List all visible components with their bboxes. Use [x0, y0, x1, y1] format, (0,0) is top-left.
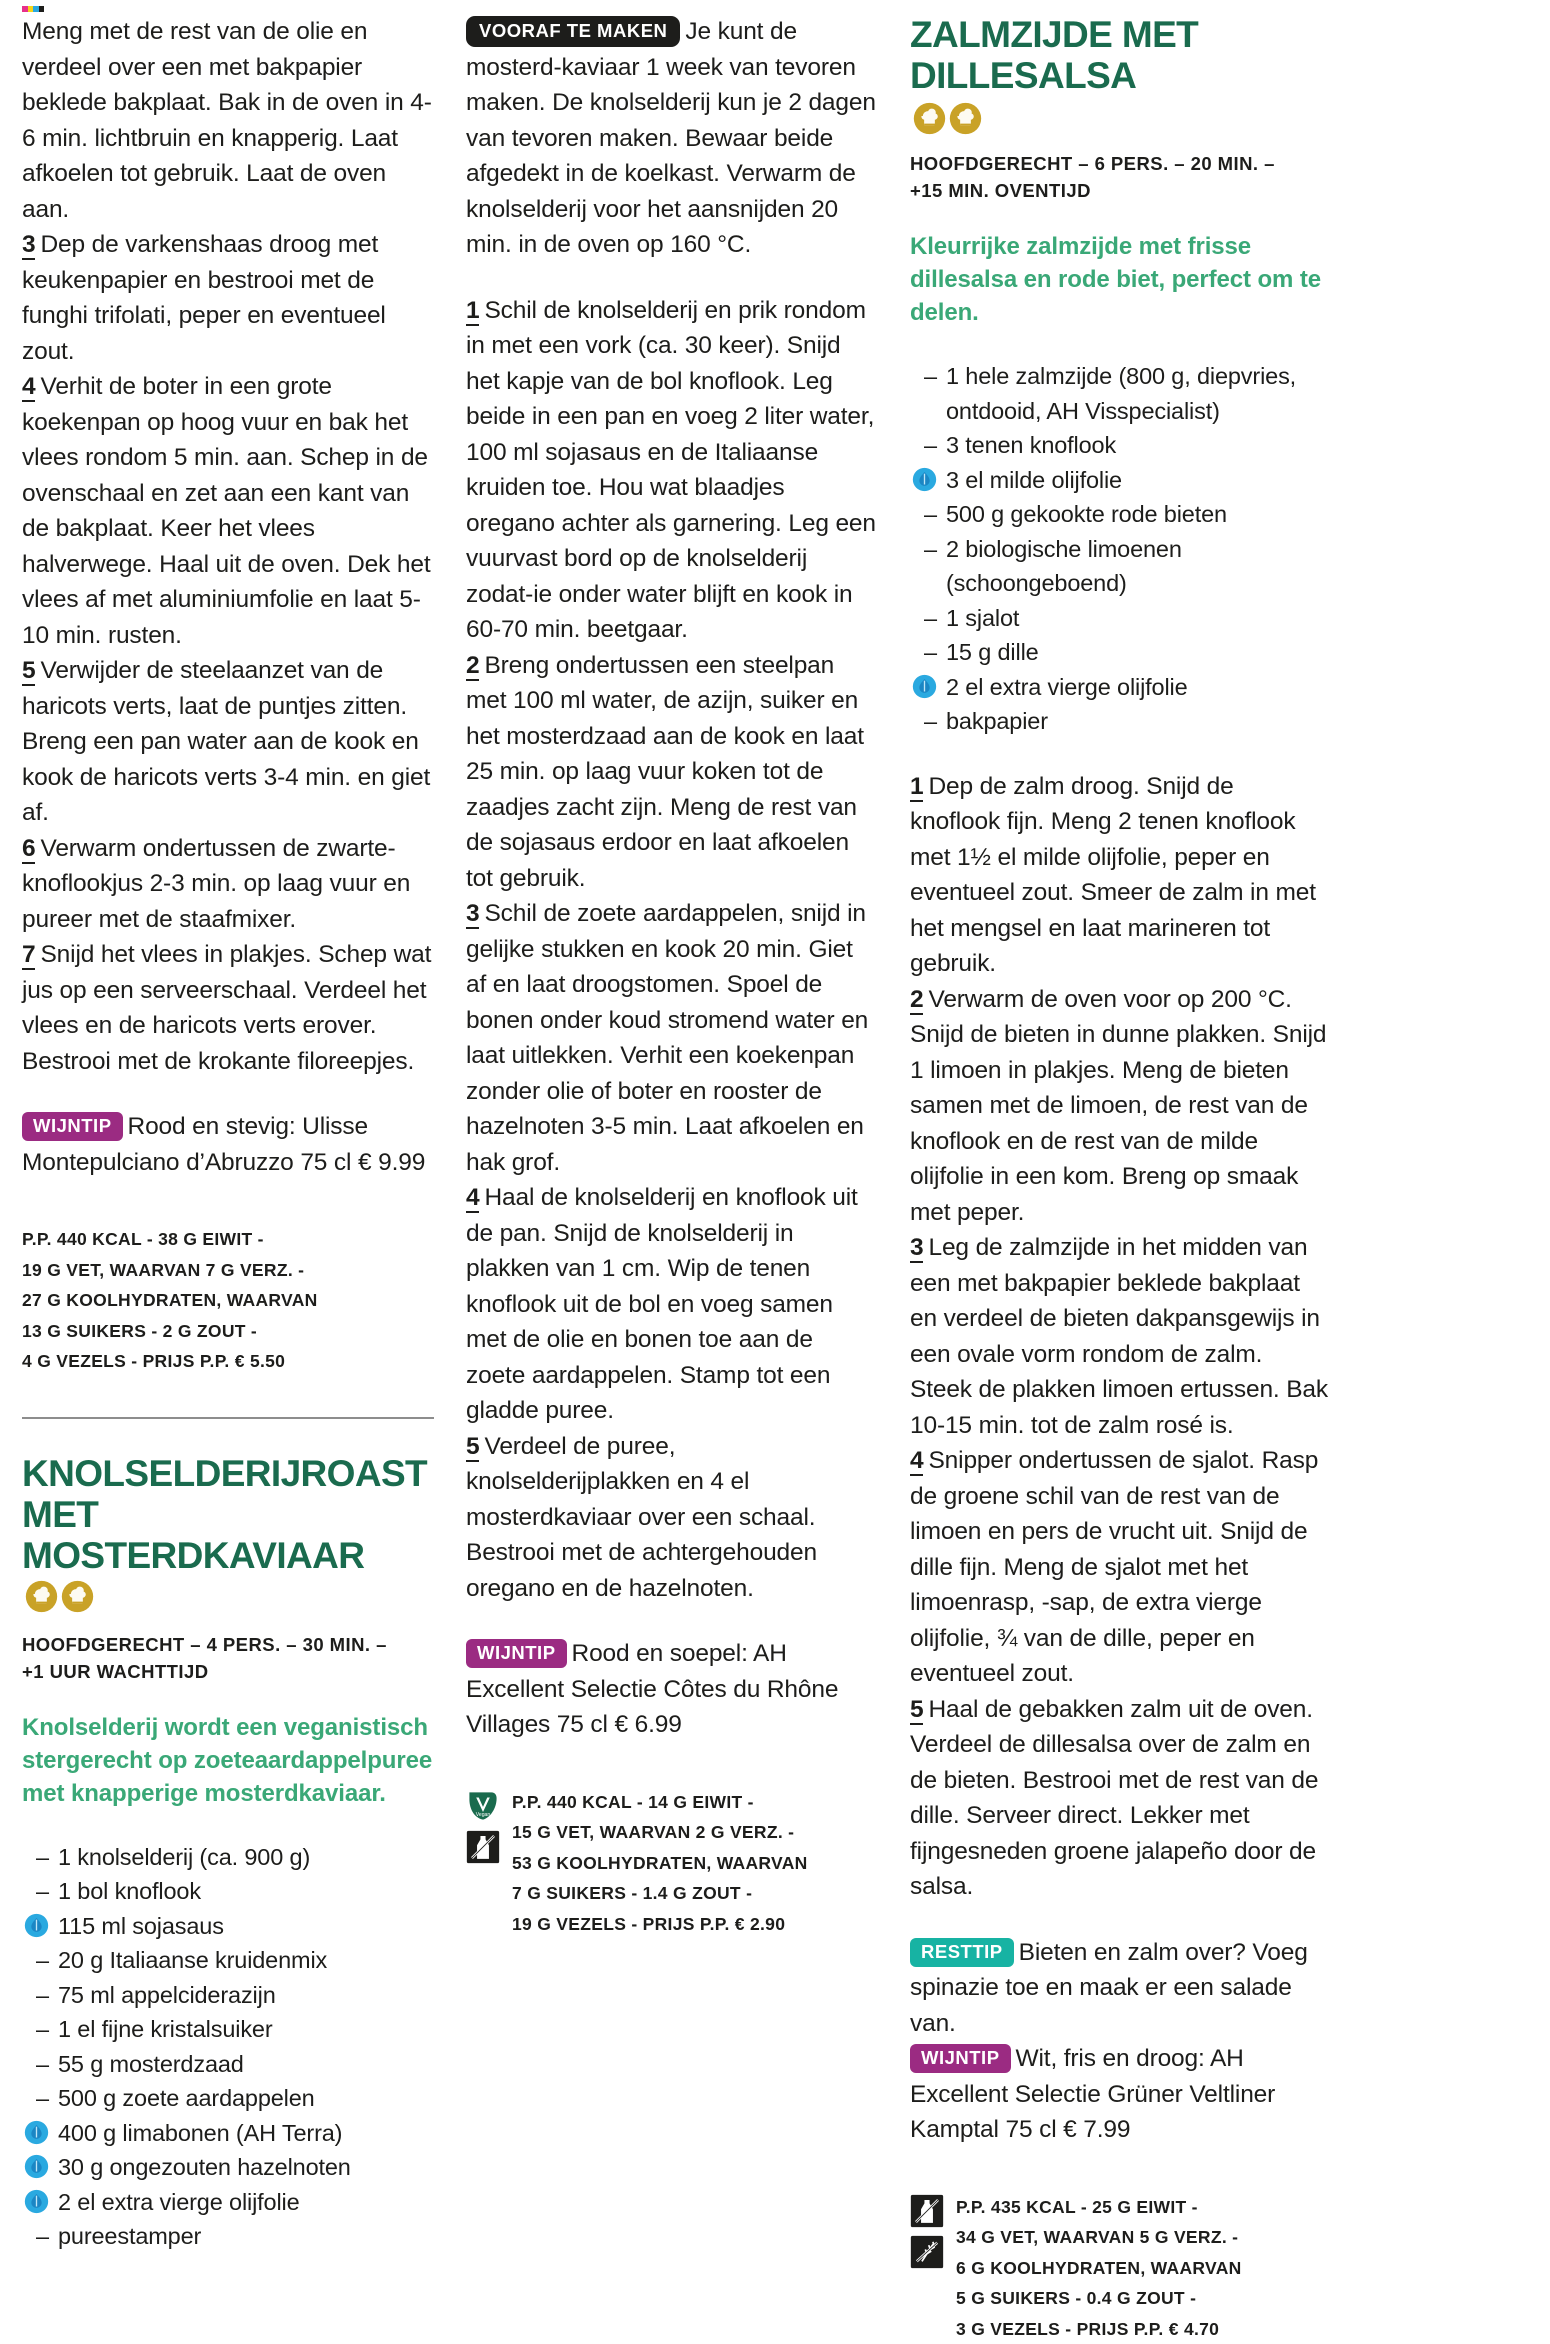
ingredient-text: 1 sjalot — [942, 601, 1330, 636]
page-title — [910, 14, 1330, 96]
list-item — [22, 1840, 434, 1875]
ingredient-text: 1 knolselderij (ca. 900 g) — [54, 1840, 434, 1875]
dash-marker: – — [22, 1943, 54, 1978]
ingredient-text: 1 el fijne kristalsuiker — [54, 2012, 434, 2047]
step-text: Haal de knolselderij en knoflook uit de pan. Snijd de knolselderij in plakken van 1 cm. Wip de tenen knoflook uit de bol en voeg samen met de olie en bonen toe aan de zoete aardappelen. Stamp tot een gladde puree. — [466, 1184, 858, 1424]
list-item — [910, 635, 1330, 670]
nutrition-line: 13 G SUIKERS - 2 G ZOUT - — [22, 1316, 434, 1347]
nutrition-block — [22, 1224, 434, 1377]
dash-marker: – — [22, 1874, 54, 1909]
list-item — [910, 497, 1330, 532]
recipe-step — [910, 1443, 1330, 1692]
nutrition-line: 7 G SUIKERS - 1.4 G ZOUT - — [512, 1878, 878, 1909]
rest-tip-text: Bieten en zalm over? Voeg spinazie toe en maak er een salade van. — [910, 1939, 1308, 2037]
step-number: 4 — [22, 373, 35, 402]
recipe-step — [22, 937, 434, 1079]
recipe-meta-line1: HOOFDGERECHT – 4 PERS. – 30 MIN. – — [22, 1634, 387, 1655]
wine-tip — [466, 1636, 878, 1743]
step-text: Leg de zalmzijde in het midden van een met bakpapier beklede bakplaat en verdeel de bieten dakpansgewijs in een ovale vorm rondom de zalm. Steek de plakken limoen ertussen. Bak 10-15 min. tot de zalm rosé is. — [910, 1234, 1328, 1439]
nutrition-line: 19 G VET, WAARVAN 7 G VERZ. - — [22, 1255, 434, 1286]
step-text: Snijd het vlees in plakjes. Schep wat jus op een serveerschaal. Verdeel het vlees en de haricots verts erover. Bestrooi met de krokante filoreepjes. — [22, 941, 431, 1075]
step-number: 7 — [22, 941, 35, 970]
dash-marker: – — [910, 601, 942, 636]
recipe-step — [466, 293, 878, 648]
step-number: 2 — [466, 652, 479, 681]
step-number: 1 — [466, 297, 479, 326]
list-item — [22, 2150, 434, 2185]
lactose-free-icon — [466, 1830, 500, 1864]
wine-tip-text: Rood en soepel: AH Excellent Selectie Côtes du Rhône Villages 75 cl € 6.99 — [466, 1640, 838, 1738]
recipe-step — [466, 896, 878, 1180]
rest-tip — [910, 1935, 1330, 2042]
prep-ahead-tip — [466, 14, 878, 263]
ingredient-text: 30 g ongezouten hazelnoten — [54, 2150, 434, 2185]
step-number: 5 — [22, 657, 35, 686]
diet-icons — [910, 2192, 944, 2269]
oil-drop-marker — [22, 2150, 54, 2185]
recipe-intro: Knolselderij wordt een veganistisch stergerecht op zoeteaardappelpuree met knapperige mosterdkaviaar. — [22, 1711, 434, 1810]
chef-hat-icon — [913, 102, 946, 135]
dash-marker: – — [910, 428, 942, 463]
recipe-step — [910, 982, 1330, 1231]
step-text: Verhit de boter in een grote koekenpan op hoog vuur en bak het vlees rondom 5 min. aan. Schep in de ovenschaal en zet aan een kant van de bakplaat. Keer het vlees halverwege. Haal uit de oven. Dek het vlees af met aluminiumfolie en laat 5-10 min. rusten. — [22, 373, 430, 649]
list-item — [910, 463, 1330, 498]
recipe-title-line1: KNOLSELDERIJROAST MET — [22, 1453, 427, 1535]
ingredient-text: 2 el extra vierge olijfolie — [54, 2185, 434, 2220]
list-item — [22, 2185, 434, 2220]
gluten-free-icon — [910, 2235, 944, 2269]
ingredient-text: 500 g zoete aardappelen — [54, 2081, 434, 2116]
list-item — [910, 359, 1330, 428]
difficulty-hats — [910, 102, 1330, 136]
dash-marker: – — [910, 704, 942, 739]
ingredient-text: 20 g Italiaanse kruidenmix — [54, 1943, 434, 1978]
difficulty-hats — [22, 1576, 94, 1617]
diet-icons — [466, 1787, 500, 1864]
vegan-icon — [466, 1789, 500, 1823]
step-text: Snipper ondertussen de sjalot. Rasp de groene schil van de rest van de limoen en pers de vrucht uit. Snijd de dille fijn. Meng de sjalot met het limoenrasp, -sap, de extra vierge olijfolie, ¾ van de dille, peper en eventueel zout. — [910, 1447, 1318, 1687]
dash-marker: – — [22, 2219, 54, 2254]
resttip-badge: RESTTIP — [910, 1938, 1014, 1967]
ingredient-text: 3 el milde olijfolie — [942, 463, 1330, 498]
recipe-step — [910, 1230, 1330, 1443]
column-middle — [466, 14, 878, 1900]
chef-hat-icon — [949, 102, 982, 135]
step-text: Dep de zalm droog. Snijd de knoflook fijn. Meng 2 tenen knoflook met 1½ el milde olijfolie, peper en eventueel zout. Smeer de zalm in met het mengsel en laat marineren tot gebruik. — [910, 773, 1316, 978]
recipe-meta — [22, 1631, 434, 1685]
chef-hat-icon — [25, 1580, 58, 1613]
nutrition-block — [466, 1787, 878, 1940]
list-item — [22, 2081, 434, 2116]
recipe-step — [22, 227, 434, 369]
step-text: Verwarm de oven voor op 200 °C. Snijd de bieten in dunne plakken. Snijd 1 limoen in plakjes. Meng de bieten samen met de limoen, de rest van de knoflook en de rest van de milde olijfolie in een kom. Breng op smaak met peper. — [910, 986, 1326, 1226]
nutrition-lines — [512, 1787, 878, 1940]
step-text: Haal de gebakken zalm uit de oven. Verdeel de dillesalsa over de zalm en de bieten. Bestrooi met de rest van de dille. Serveer direct. Lekker met fijngesneden groene jalapeño door de salsa. — [910, 1696, 1318, 1901]
ingredient-text: 115 ml sojasaus — [54, 1909, 434, 1944]
dash-marker: – — [910, 532, 942, 567]
continued-paragraph: Meng met de rest van de olie en verdeel over een met bakpapier beklede bakplaat. Bak in de oven in 4-6 min. lichtbruin en knapperig. Laat afkoelen tot gebruik. Laat de oven aan. — [22, 14, 434, 227]
step-number: 3 — [910, 1234, 923, 1263]
oil-drop-marker — [22, 2185, 54, 2220]
list-item — [22, 2012, 434, 2047]
list-item — [22, 1943, 434, 1978]
list-item — [22, 1909, 434, 1944]
ingredient-text: 1 bol knoflook — [54, 1874, 434, 1909]
dash-marker: – — [22, 2081, 54, 2116]
step-number: 3 — [22, 231, 35, 260]
dash-marker: – — [22, 1978, 54, 2013]
nutrition-line: 5 G SUIKERS - 0.4 G ZOUT - — [956, 2283, 1330, 2314]
oil-drop-icon — [912, 674, 937, 699]
recipe-meta-line2: +1 UUR WACHTTIJD — [22, 1661, 209, 1682]
list-item — [910, 428, 1330, 463]
recipe-step — [466, 1180, 878, 1429]
dash-marker: – — [22, 2047, 54, 2082]
list-item — [22, 2219, 434, 2254]
dash-marker: – — [910, 359, 942, 394]
dash-marker: – — [910, 497, 942, 532]
step-number: 3 — [466, 900, 479, 929]
list-item — [22, 2116, 434, 2151]
step-number: 5 — [910, 1696, 923, 1725]
ingredient-text: pureestamper — [54, 2219, 434, 2254]
step-text: Verwarm ondertussen de zwarte-knoflookjus 2-3 min. op laag vuur en pureer met de staafmixer. — [22, 835, 410, 933]
recipe-step — [910, 1692, 1330, 1905]
dash-marker: – — [22, 2012, 54, 2047]
ingredient-text: 55 g mosterdzaad — [54, 2047, 434, 2082]
prep-tip-text: Je kunt de mosterd-kaviaar 1 week van tevoren maken. De knolselderij kun je 2 dagen van tevoren maken. Bewaar beide afgedekt in de koelkast. Verwarm de knolselderij voor het aansnijden 20 min. in de oven op 160 °C. — [466, 18, 876, 258]
vooraf-te-maken-badge: VOORAF TE MAKEN — [466, 16, 680, 47]
nutrition-line: 53 G KOOLHYDRATEN, WAARVAN — [512, 1848, 878, 1879]
oil-drop-icon — [912, 467, 937, 492]
ingredient-text: 2 biologische limoenen (schoongeboend) — [942, 532, 1330, 601]
nutrition-line: 19 G VEZELS - PRIJS P.P. € 2.90 — [512, 1909, 878, 1940]
wine-tip-text: Rood en stevig: Ulisse Montepulciano d’Abruzzo 75 cl € 9.99 — [22, 1113, 425, 1176]
nutrition-lines — [956, 2192, 1330, 2344]
recipe-title-line1: ZALMZIJDE MET DILLESALSA — [910, 14, 1198, 96]
step-text: Dep de varkenshaas droog met keukenpapier en bestrooi met de funghi trifolati, peper en eventueel zout. — [22, 231, 386, 365]
list-item — [22, 1978, 434, 2013]
wine-tip-text: Wit, fris en droog: AH Excellent Selectie Grüner Veltliner Kamptal 75 cl € 7.99 — [910, 2045, 1275, 2143]
list-item — [22, 1874, 434, 1909]
list-item — [910, 704, 1330, 739]
step-number: 2 — [910, 986, 923, 1015]
oil-drop-marker — [910, 670, 942, 705]
dash-marker: – — [22, 1840, 54, 1875]
ingredient-text: 400 g limabonen (AH Terra) — [54, 2116, 434, 2151]
recipe-step — [466, 648, 878, 897]
step-number: 4 — [466, 1184, 479, 1213]
step-number: 4 — [910, 1447, 923, 1476]
step-text: Verdeel de puree, knolselderijplakken en 4 el mosterdkaviaar over een schaal. Bestrooi met de achtergehouden oregano en de hazelnoten. — [466, 1433, 817, 1602]
wijntip-badge: WIJNTIP — [910, 2044, 1011, 2073]
ingredient-text: 3 tenen knoflook — [942, 428, 1330, 463]
nutrition-line: 34 G VET, WAARVAN 5 G VERZ. - — [956, 2222, 1330, 2253]
nutrition-line: 3 G VEZELS - PRIJS P.P. € 4.70 — [956, 2314, 1330, 2344]
column-right — [910, 14, 1330, 1900]
svg-text:Vegan: Vegan — [476, 1812, 491, 1818]
oil-drop-icon — [24, 2154, 49, 2179]
step-number: 6 — [22, 835, 35, 864]
ingredient-text: 1 hele zalmzijde (800 g, diepvries, ontdooid, AH Visspecialist) — [942, 359, 1330, 428]
list-item — [910, 532, 1330, 601]
nutrition-block — [910, 2192, 1330, 2344]
recipe-step — [466, 1429, 878, 1607]
ingredient-list — [22, 1840, 434, 2254]
lactose-free-icon — [910, 2194, 944, 2228]
oil-drop-marker — [22, 2116, 54, 2151]
oil-drop-icon — [24, 2120, 49, 2145]
step-text: Schil de zoete aardappelen, snijd in gelijke stukken en kook 20 min. Giet af en laat droogstomen. Spoel de bonen onder koud stromend water en laat uitlekken. Verhit een koekenpan zonder olie of boter en rooster de hazelnoten 3-5 min. Laat afkoelen en hak grof. — [466, 900, 868, 1176]
nutrition-line: 15 G VET, WAARVAN 2 G VERZ. - — [512, 1817, 878, 1848]
ingredient-text: 15 g dille — [942, 635, 1330, 670]
recipe-step — [22, 831, 434, 938]
wine-tip — [22, 1109, 434, 1180]
step-number: 1 — [910, 773, 923, 802]
step-text: Breng ondertussen een steelpan met 100 ml water, de azijn, suiker en het mosterdzaad aan de kook en laat 25 min. op laag vuur koken tot de zaadjes zacht zijn. Meng de rest van de sojasaus erdoor en laat afkoelen tot gebruik. — [466, 652, 864, 892]
recipe-meta-line2: +15 MIN. OVENTIJD — [910, 180, 1091, 201]
page-title — [22, 1453, 434, 1617]
nutrition-line: 27 G KOOLHYDRATEN, WAARVAN — [22, 1285, 434, 1316]
recipe-meta — [910, 150, 1330, 204]
list-item — [910, 670, 1330, 705]
nutrition-lines — [22, 1224, 434, 1377]
list-item — [22, 2047, 434, 2082]
step-text: Verwijder de steelaanzet van de haricots verts, laat de puntjes zitten. Breng een pan water aan de kook en kook de haricots verts 3-4 min. en giet af. — [22, 657, 430, 826]
recipe-meta-line1: HOOFDGERECHT – 6 PERS. – 20 MIN. – — [910, 153, 1275, 174]
ingredient-text: 500 g gekookte rode bieten — [942, 497, 1330, 532]
wijntip-badge: WIJNTIP — [466, 1639, 567, 1668]
section-divider — [22, 1417, 434, 1419]
ingredient-text: 75 ml appelciderazijn — [54, 1978, 434, 2013]
ingredient-text: 2 el extra vierge olijfolie — [942, 670, 1330, 705]
nutrition-line: 6 G KOOLHYDRATEN, WAARVAN — [956, 2253, 1330, 2284]
print-registration-colorbar — [22, 6, 44, 12]
wine-tip — [910, 2041, 1330, 2148]
recipe-step — [910, 769, 1330, 982]
step-text: Schil de knolselderij en prik rondom in met een vork (ca. 30 keer). Snijd het kapje van de bol knoflook. Leg beide in een pan en voeg 2 liter water, 100 ml sojasaus en de Italiaanse kruiden toe. Hou wat blaadjes oregano achter als garnering. Leg een vuurvast bord op de knolselderij zodat-ie onder water blijft en kook in 60-70 min. beetgaar. — [466, 297, 876, 644]
recipe-step — [22, 369, 434, 653]
chef-hat-icon — [61, 1580, 94, 1613]
nutrition-line: P.P. 440 KCAL - 38 G EIWIT - — [22, 1224, 434, 1255]
oil-drop-icon — [24, 1913, 49, 1938]
wijntip-badge: WIJNTIP — [22, 1112, 123, 1141]
oil-drop-marker — [22, 1909, 54, 1944]
dash-marker: – — [910, 635, 942, 670]
recipe-step — [22, 653, 434, 831]
nutrition-line: 4 G VEZELS - PRIJS P.P. € 5.50 — [22, 1346, 434, 1377]
step-number: 5 — [466, 1433, 479, 1462]
list-item — [910, 601, 1330, 636]
recipe-intro: Kleurrijke zalmzijde met frisse dillesalsa en rode biet, perfect om te delen. — [910, 230, 1330, 329]
nutrition-line: P.P. 435 KCAL - 25 G EIWIT - — [956, 2192, 1330, 2223]
recipe-title-line2: MOSTERDKAVIAAR — [22, 1535, 364, 1576]
column-left — [22, 14, 434, 1900]
ingredient-text: bakpapier — [942, 704, 1330, 739]
oil-drop-marker — [910, 463, 942, 498]
nutrition-line: P.P. 440 KCAL - 14 G EIWIT - — [512, 1787, 878, 1818]
oil-drop-icon — [24, 2189, 49, 2214]
ingredient-list — [910, 359, 1330, 739]
